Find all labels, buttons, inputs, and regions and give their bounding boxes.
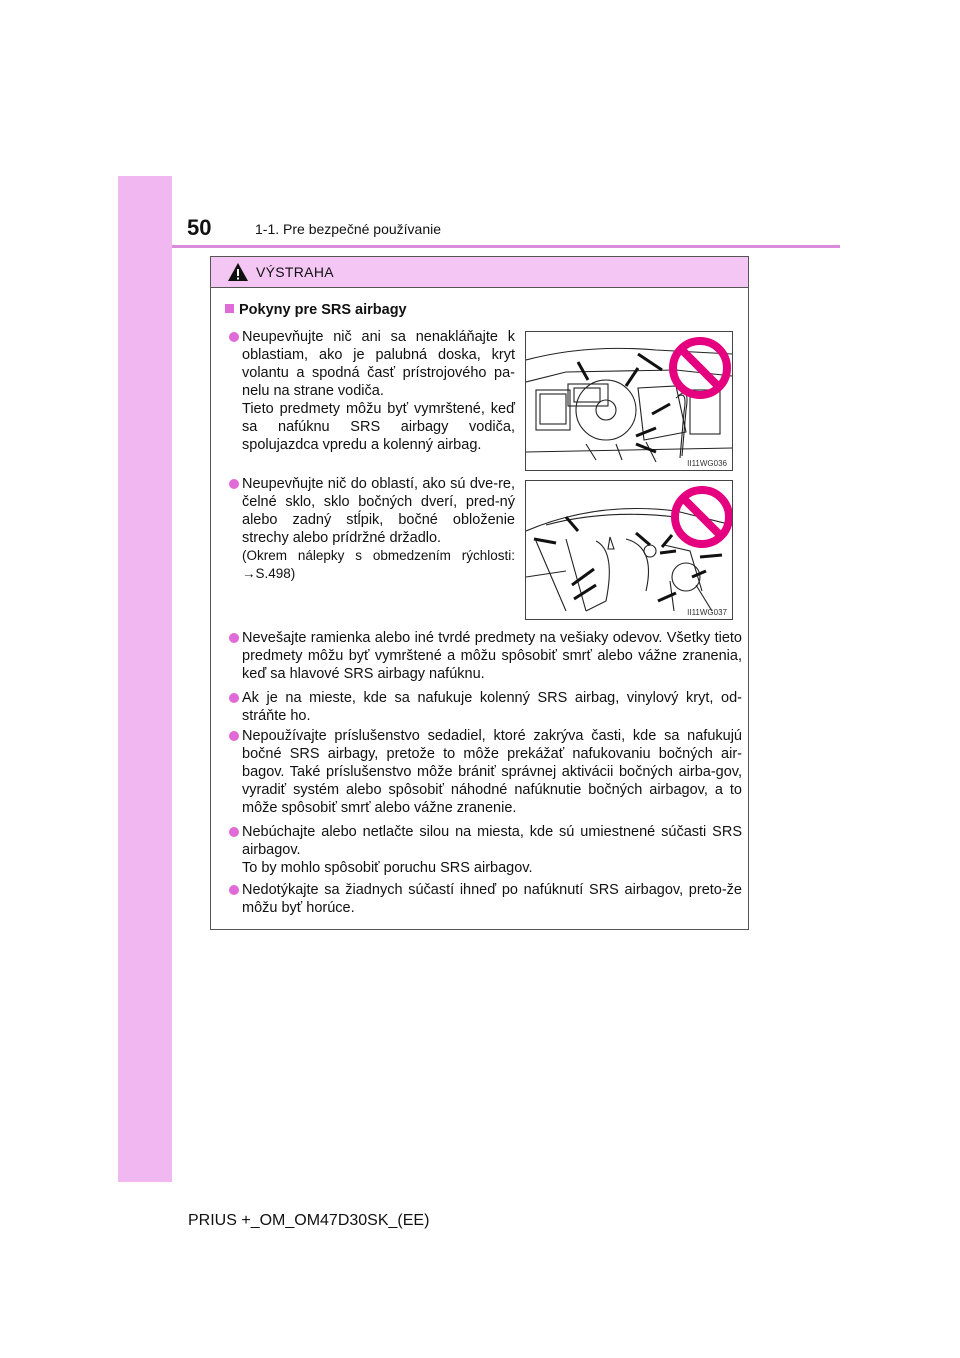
warning-box [210, 256, 749, 930]
illustration-code: II11WG036 [687, 459, 727, 468]
heading-text: Pokyny pre SRS airbagy [239, 302, 407, 318]
document-id: PRIUS +_OM_OM47D30SK_(EE) [188, 1212, 430, 1229]
bullet-dot-icon [229, 633, 239, 643]
bullet-extra-text: Tieto predmety môžu byť vymrštené, keď sa nafúknu SRS airbagy vodiča, spolujazdca vpredu a kolenný airbag. [242, 401, 515, 453]
warning-label: VÝSTRAHA [256, 264, 334, 280]
warning-triangle-icon [227, 262, 249, 282]
list-item [242, 823, 742, 877]
bullet-text: Neupevňujte nič do oblastí, ako sú dve-re, čelné sklo, sklo bočných dverí, pred-ný alebo zadný stĺpik, bočné obloženie strechy alebo prídržné držadlo. [242, 476, 515, 546]
bullet-text: Ak je na mieste, kde sa nafukuje kolenný SRS airbag, vinylový kryt, od-stráňte ho. [242, 690, 742, 724]
bullet-extra-text: (Okrem nálepky s obmedzením rýchlosti: →S.498) [242, 548, 515, 581]
bullet-text: Neupevňujte nič ani sa nenakláňajte k oblastiam, ako je palubná doska, kryt volantu a spodná časť prístrojového pa-nelu na strane vodiča. [242, 329, 515, 399]
header-rule [172, 245, 840, 248]
bullet-dot-icon [229, 731, 239, 741]
bullet-dot-icon [229, 693, 239, 703]
list-item [242, 475, 515, 583]
bullet-text: Nevešajte ramienka alebo iné tvrdé predmety na vešiaky odevov. Všetky tieto predmety môžu byť vymrštené a môžu spôsobiť smrť alebo vážne zranenia, keď sa hlavové SRS airbagy nafúknu. [242, 630, 742, 682]
dashboard-drawing [526, 332, 732, 470]
bullet-text: Nebúchajte alebo netlačte silou na miesta, kde sú umiestnené súčasti SRS airbagov. [242, 824, 742, 858]
side-tab-band [118, 176, 172, 1182]
bullet-extra-text: To by mohlo spôsobiť poruchu SRS airbagov. [242, 860, 533, 876]
bullet-dot-icon [229, 827, 239, 837]
illustration-dashboard [525, 331, 733, 471]
list-item [242, 629, 742, 683]
page-number: 50 [187, 215, 212, 240]
warning-header [211, 257, 748, 288]
list-item [242, 727, 742, 817]
bullet-dot-icon [229, 479, 239, 489]
illustration-code: II11WG037 [687, 608, 727, 617]
prohibition-icon [675, 490, 729, 544]
square-bullet-icon [225, 304, 234, 313]
illustration-cabin [525, 480, 733, 620]
bullet-dot-icon [229, 332, 239, 342]
list-item [242, 328, 515, 454]
bullet-text: Nepoužívajte príslušenstvo sedadiel, ktoré zakrýva časti, kde sa nafukujú bočné SRS airbagy, pretože to môže prekážať nafukovaniu bočných air-bagov. Také príslušenstvo môže brániť správnej aktivácii bočných airba-gov, vyradiť systém alebo spôsobiť náhodné nafúknutie bočných airbagov, a to môže spôsobiť smrť alebo vážne zranenie. [242, 728, 742, 816]
cabin-drawing [526, 481, 732, 619]
bullet-dot-icon [229, 885, 239, 895]
section-title: 1-1. Pre bezpečné používanie [255, 221, 442, 237]
prohibition-icon [673, 341, 727, 395]
list-item [242, 689, 742, 725]
section-heading [225, 302, 407, 318]
bullet-text: Nedotýkajte sa žiadnych súčastí ihneď po nafúknutí SRS airbagov, preto-že môžu byť horúce. [242, 882, 742, 916]
list-item [242, 881, 742, 917]
